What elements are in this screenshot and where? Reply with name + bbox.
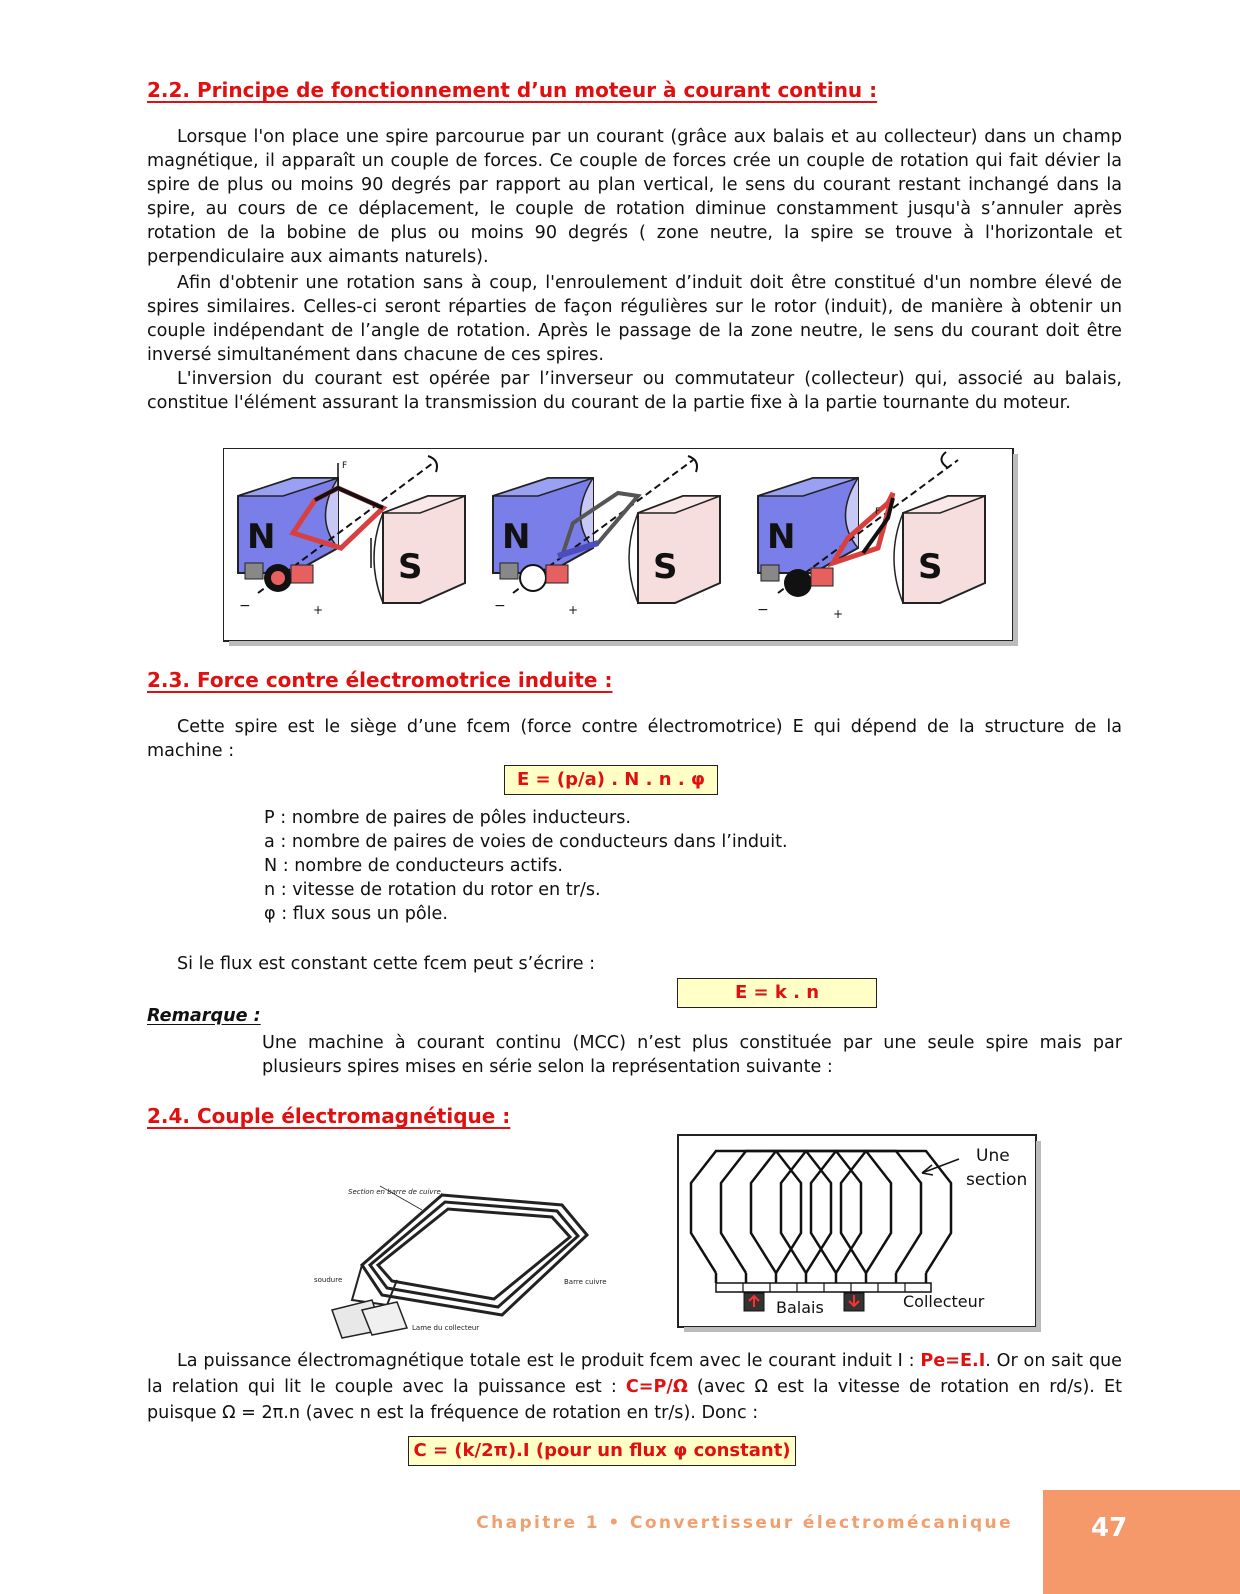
motor-principle-figure bbox=[223, 448, 1021, 648]
winding-figure bbox=[676, 1133, 1042, 1333]
label-bar: Barre cuivre bbox=[564, 1278, 607, 1286]
plus-label-2: + bbox=[568, 603, 579, 617]
label-brushes: Balais bbox=[776, 1298, 824, 1317]
formula-torque: C = (k/2π).I (pour un flux φ constant) bbox=[408, 1436, 796, 1466]
minus-label-2: − bbox=[494, 598, 506, 614]
label-weld: soudure bbox=[314, 1276, 343, 1284]
plus-label-3: + bbox=[833, 607, 844, 621]
section-title-2-4: 2.4. Couple électromagnétique : bbox=[147, 1104, 511, 1128]
definition-row: a : nombre de paires de voies de conducteurs dans l’induit. bbox=[264, 832, 788, 852]
definition-row: n : vitesse de rotation du rotor en tr/s. bbox=[264, 880, 601, 900]
paragraph-principle: Lorsque l'on place une spire parcourue par un courant (grâce aux balais et au collecteur) dans un champ magnétique, il apparaît un couple de forces. Ce couple de forces crée un couple de rotation qui fait dévier la spire de plus ou moins 90 degrés par rapport au plan vertical, le sens du courant restant inchangé dans la spire, au cours de ce déplacement, le couple de rotation diminue constamment jusqu'à s’annuler après rotation de la bobine de plus ou moins 90 degrés ( zone neutre, la spire se trouve à l'horizontale et perpendiculaire aux aimants naturels). bbox=[147, 127, 1122, 267]
force-label-1: F bbox=[342, 461, 348, 471]
minus-label-1: − bbox=[239, 598, 251, 614]
definition-row: N : nombre de conducteurs actifs. bbox=[264, 856, 563, 876]
remark-text: Une machine à courant continu (MCC) n’est plus constituée par une seule spire mais par plusieurs spires mises en série selon la représentation suivante : bbox=[262, 1033, 1122, 1077]
section-title-2-3: 2.3. Force contre électromotrice induite : bbox=[147, 668, 613, 692]
label-commutator: Collecteur bbox=[903, 1292, 985, 1311]
minus-label-3: − bbox=[757, 602, 769, 618]
copper-coil-figure bbox=[312, 1180, 617, 1340]
section-title-2-2: 2.2. Principe de fonctionnement d’un moteur à courant continu : bbox=[147, 78, 878, 102]
paragraph-rotation: Afin d'obtenir une rotation sans à coup, l'enroulement d’induit doit être constitué d'un nombre élevé de spires similaires. Celles-ci seront réparties de façon régulières sur le rotor (induit), de manière à obtenir un couple indépendant de l’angle de rotation. Après le passage de la zone neutre, le sens du courant doit être inversé simultanément dans chacune de ces spires. bbox=[147, 273, 1122, 365]
formula-fcem: E = (p/a) . N . n . φ bbox=[504, 765, 718, 795]
chapter-footer: Chapitre 1 • Convertisseur électromécanique bbox=[476, 1513, 1013, 1533]
north-pole-label-2: N bbox=[502, 517, 531, 557]
label-copper-bar-section: Section en barre de cuivre. bbox=[348, 1188, 443, 1196]
plus-label-1: + bbox=[313, 603, 324, 617]
definitions-list bbox=[264, 806, 788, 926]
paragraph-constant-flux: Si le flux est constant cette fcem peut s’écrire : bbox=[177, 954, 596, 974]
paragraph-power: La puissance électromagnétique totale est le produit fcem avec le courant induit I : Pe=E.I. Or on sait que la relation qui lit le couple avec la puissance est : C=P/Ω (avec Ω est la vitesse de rotation en rd/s). Et puisque Ω = 2π.n (avec n est la fréquence de rotation en tr/s). Donc : bbox=[147, 1351, 1123, 1423]
paragraph-commutation: L'inversion du courant est opérée par l’inverseur ou commutateur (collecteur) qui, associé au balais, constitue l'élément assurant la transmission du courant de la partie fixe à la partie tournante du moteur. bbox=[147, 369, 1122, 413]
definition-row: φ : flux sous un pôle. bbox=[264, 904, 448, 924]
definition-row: P : nombre de paires de pôles inducteurs. bbox=[264, 808, 631, 828]
south-pole-label-3: S bbox=[918, 547, 943, 587]
label-one: Une bbox=[976, 1146, 1010, 1166]
label-commutator-blade: Lame du collecteur bbox=[412, 1324, 480, 1332]
south-pole-label-1: S bbox=[398, 547, 423, 587]
label-section: section bbox=[966, 1170, 1028, 1190]
north-pole-label-3: N bbox=[767, 517, 796, 557]
page-number: 47 bbox=[1043, 1490, 1240, 1594]
remark-label: Remarque : bbox=[147, 1006, 261, 1026]
south-pole-label-2: S bbox=[653, 547, 678, 587]
formula-fcem-constant: E = k . n bbox=[677, 978, 877, 1008]
force-label-3: F bbox=[875, 507, 881, 517]
paragraph-fcem: Cette spire est le siège d’une fcem (force contre électromotrice) E qui dépend de la structure de la machine : bbox=[147, 717, 1122, 761]
north-pole-label-1: N bbox=[247, 517, 276, 557]
